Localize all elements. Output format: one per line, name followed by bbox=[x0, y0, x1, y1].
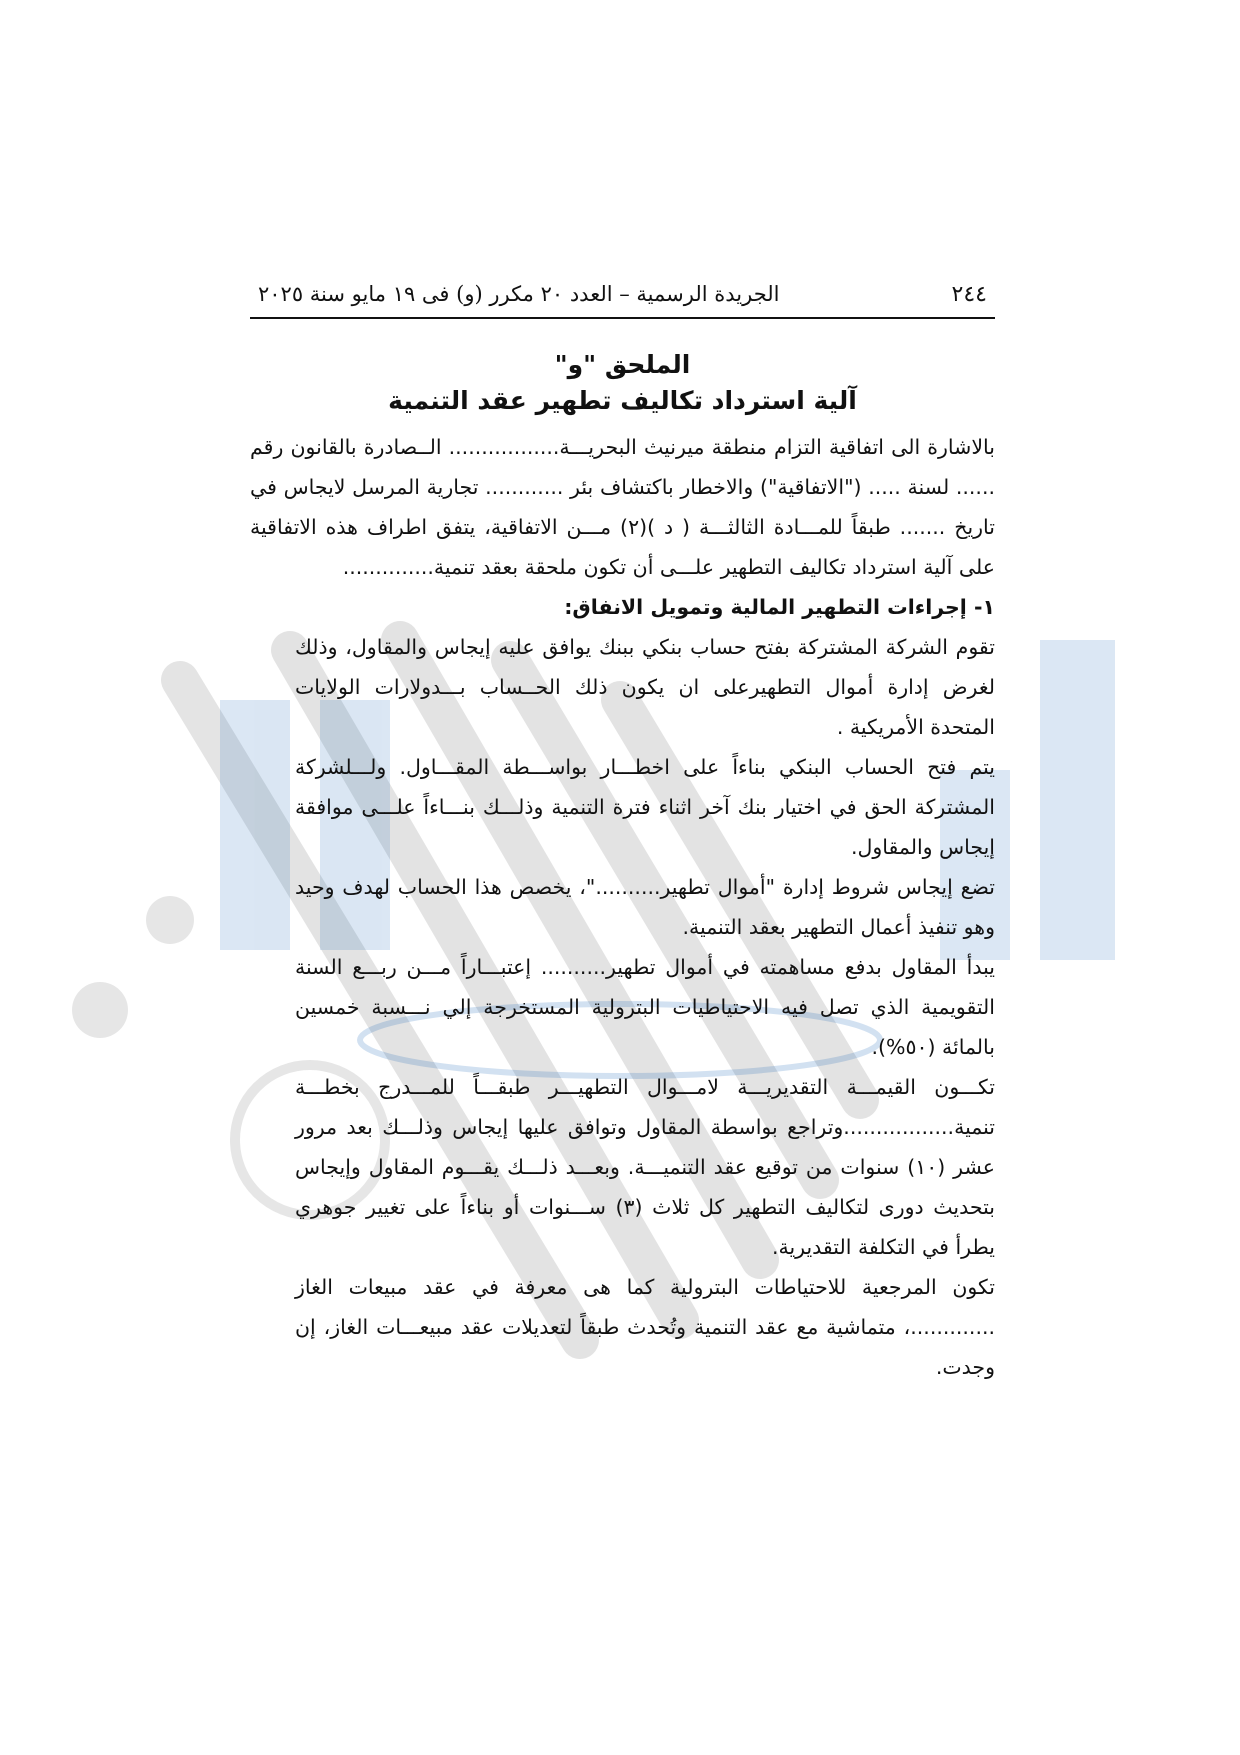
paragraph-2: يتم فتح الحساب البنكي بناءاً على اخطـــار بواســـطة المقـــاول. ولـــلشركة المشتركة الحق في اختيار بنك آخر اثناء فترة التنمية وذلـــك بنـــاءاً علـــى موافقة إيجاس والمقاول. bbox=[295, 755, 995, 859]
publication-title: الجريدة الرسمية – العدد ٢٠ مكرر (و) فى ١٩ مايو سنة ٢٠٢٥ bbox=[258, 282, 780, 306]
main-title: آلية استرداد تكاليف تطهير عقد التنمية bbox=[388, 386, 857, 415]
paragraph-3: تضع إيجاس شروط إدارة "أموال تطهير.........."، يخصص هذا الحساب لهدف وحيد وهو تنفيذ أعمال التطهير بعقد التنمية. bbox=[295, 875, 995, 939]
annex-title: الملحق "و" bbox=[554, 350, 691, 379]
page-header bbox=[250, 282, 995, 319]
paragraph-4: يبدأ المقاول بدفع مساهمته في أموال تطهير.......... إعتبـــاراً مـــن ربـــع السنة التقويمية الذي تصل فيه الاحتياطيات البترولية المستخرجة إلي نـــسبة خمسين بالمائة (٥٠%). bbox=[295, 955, 995, 1059]
paragraph-1: تقوم الشركة المشتركة بفتح حساب بنكي ببنك يوافق عليه إيجاس والمقاول، وذلك لغرض إدارة أموال التطهيرعلى ان يكون ذلك الحــساب بـــدولارات الولايات المتحدة الأمريكية . bbox=[295, 635, 995, 739]
page-number: ٢٤٤ bbox=[951, 282, 987, 307]
intro-paragraph: بالاشارة الى اتفاقية التزام منطقة ميرنيث البحريـــة................. الــصادرة بالقانون رقم ...... لسنة ..... ("الاتفاقية") والاخطار باكتشاف بئر ............ تجارية المرسل لايجاس في تاريخ ....... طبقاً للمـــادة الثالثـــة ( د )(٢) مـــن الاتفاقية، يتفق اطراف هذه الاتفاقية على آلية استرداد تكاليف التطهير علـــى أن تكون ملحقة بعقد تنمية.............. bbox=[250, 435, 996, 579]
section-heading: ١- إجراءات التطهير المالية وتمويل الانفاق: bbox=[564, 595, 995, 619]
document-page bbox=[250, 282, 995, 1387]
paragraph-6: تكون المرجعية للاحتياطات البترولية كما هى معرفة في عقد مبيعات الغاز .............، متماشية مع عقد التنمية وتُحدث طبقاً لتعديلات عقد مبيعـــات الغاز، إن وجدت. bbox=[295, 1275, 995, 1379]
paragraph-5: تكـــون القيمـــة التقديريـــة لامـــوال التطهيـــر طبقـــاً للمـــدرج بخطـــة تنمية.................وتراجع بواسطة المقاول وتوافق عليها إيجاس وذلـــك بعد مرور عشر (١٠) سنوات من توقيع عقد التنميـــة. وبعـــد ذلـــك يقـــوم المقاول وإيجاس بتحديث دورى لتكاليف التطهير كل ثلاث (٣) ســـنوات أو بناءاً على تغيير جوهري يطرأ في التكلفة التقديرية. bbox=[295, 1075, 995, 1259]
